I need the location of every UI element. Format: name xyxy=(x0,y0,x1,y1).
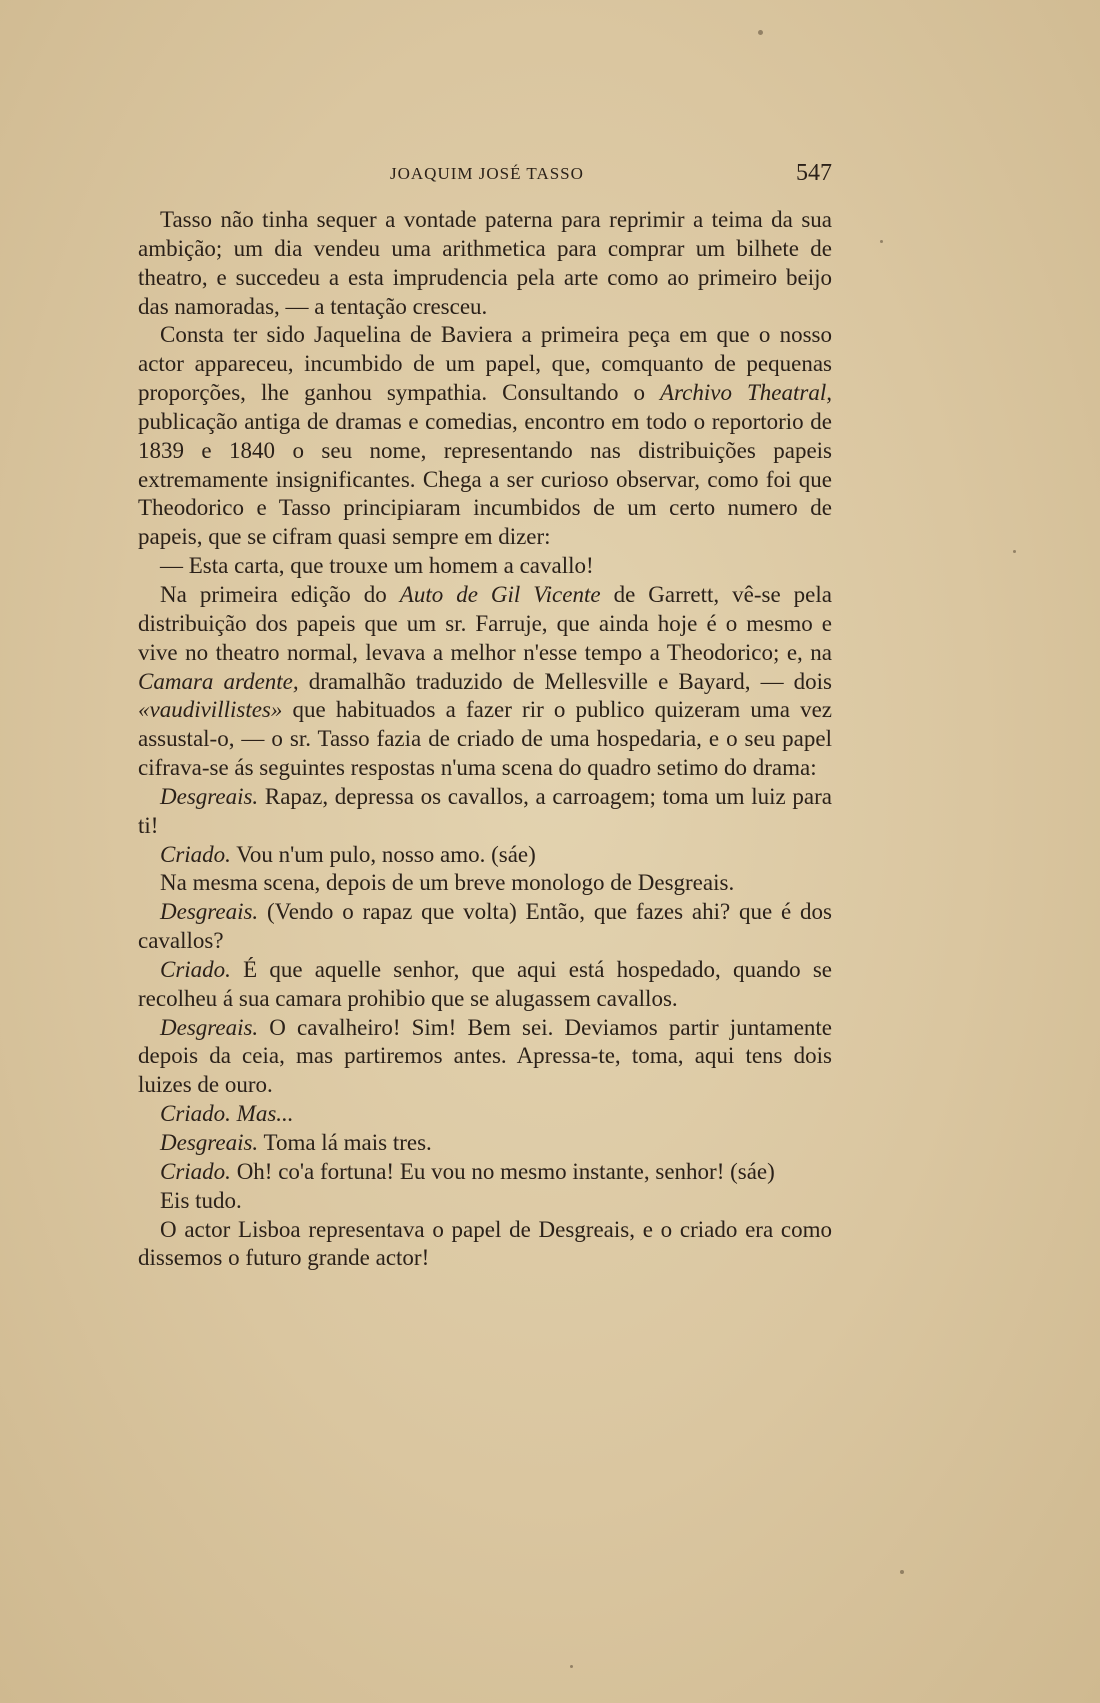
running-title: JOAQUIM JOSÉ TASSO xyxy=(390,164,584,183)
dialogue-line xyxy=(138,898,832,956)
title-archivo-theatral: Archivo Theatral, xyxy=(660,380,833,406)
dialogue-text: Rapaz, depressa os cavallos, a carroagem; toma um luiz para ti! xyxy=(138,783,832,838)
paragraph-1: Tasso não tinha sequer a vontade paterna para reprimir a teima da sua ambição; um dia vendeu uma arithmetica para comprar um bilhete de theatro, e succedeu a esta imprudencia pela arte como ao primeiro beijo das namoradas, — a tentação cresceu. xyxy=(138,207,832,319)
paragraph-4-part-g: que habituados a fazer rir o publico quizeram uma vez assustal-o, — o sr. Tasso fazia de criado de uma hospedaria, e o seu papel cifrava-se ás seguintes respostas n'uma scena do quadro setimo do drama: xyxy=(138,697,832,781)
final-paragraph: O actor Lisboa representava o papel de Desgreais, e o criado era como dissemos o futuro grande actor! xyxy=(138,1216,832,1271)
paper-speck xyxy=(880,240,883,243)
paper-speck xyxy=(758,30,763,35)
dialogue-text: (Vendo o rapaz que volta) Então, que fazes ahi? que é dos cavallos? xyxy=(138,899,832,954)
speaker-name: Criado. xyxy=(160,1158,231,1184)
paragraph-2-part-c: publicação antiga de dramas e comedias, encontro em todo o reportorio de 1839 e 1840 o seu nome, representando nas distribuições papeis extremamente insignificantes. Chega a ser curioso observar, como foi que Theodorico e Tasso principiaram incumbidos de um certo numero de papeis, que se cifram quasi sempre em dizer: xyxy=(138,408,832,550)
term-vaudivillistes: «vaudivillistes» xyxy=(138,697,283,723)
closing-line: Eis tudo. xyxy=(160,1187,242,1213)
paper-speck xyxy=(900,1570,904,1574)
paragraph-4-part-c: de Garrett, vê-se pela distribuição dos papeis que um sr. Farruje, que ainda hoje é o mesmo e vive no theatro normal, levava a melhor n'esse tempo a Theodorico; e, na xyxy=(138,581,832,665)
dialogue-line xyxy=(138,1129,832,1158)
paper-speck xyxy=(570,1665,573,1668)
speaker-name: Desgreais. xyxy=(160,899,259,925)
dialogue-text: Vou n'um pulo, nosso amo. (sáe) xyxy=(230,841,536,867)
paragraph-2-part-a: Consta ter sido Jaquelina de Baviera a primeira peça em que o nosso actor appareceu, incumbido de um papel, que, comquanto de pequenas proporções, lhe ganhou sympathia. Consultando o xyxy=(138,322,832,406)
paragraph-4 xyxy=(138,581,832,783)
dialogue-text: Oh! co'a fortuna! Eu vou no mesmo instante, senhor! (sáe) xyxy=(230,1158,775,1184)
speaker-name: Criado. Mas... xyxy=(160,1101,294,1127)
title-auto-gil-vicente: Auto de Gil Vicente xyxy=(399,581,601,607)
speaker-name: Criado. xyxy=(160,956,231,982)
dialogue-text: Toma lá mais tres. xyxy=(258,1130,432,1155)
paper-speck xyxy=(1013,550,1016,553)
paragraph-2 xyxy=(138,321,832,552)
dialogue-line xyxy=(138,841,832,870)
stage-note: Na mesma scena, depois de um breve monologo de Desgreais. xyxy=(160,870,735,896)
paragraph-4-part-e: dramalhão traduzido de Mellesville e Bayard, — dois xyxy=(298,668,832,694)
dialogue-line xyxy=(138,956,832,1014)
dialogue-text: O cavalheiro! Sim! Bem sei. Deviamos partir juntamente depois da ceia, mas partiremos antes. Apressa-te, toma, aqui tens dois luizes de ouro. xyxy=(138,1014,832,1098)
speaker-name: Desgreais. xyxy=(160,1014,259,1040)
quoted-line: — Esta carta, que trouxe um homem a cavallo! xyxy=(160,553,594,579)
speaker-name: Desgreais. xyxy=(160,783,259,809)
page-number: 547 xyxy=(796,160,832,186)
body-text xyxy=(138,206,832,1273)
paragraph-4-part-a: Na primeira edição do xyxy=(160,581,400,607)
running-head xyxy=(138,160,832,190)
speaker-name: Criado. xyxy=(160,841,231,867)
dialogue-line xyxy=(138,1100,832,1129)
dialogue-line xyxy=(138,1014,832,1101)
title-camara-ardente: Camara ardente, xyxy=(138,668,299,694)
dialogue-line xyxy=(138,1158,832,1187)
dialogue-line xyxy=(138,783,832,841)
speaker-name: Desgreais. xyxy=(160,1130,259,1155)
dialogue-text: É que aquelle senhor, que aqui está hospedado, quando se recolheu á sua camara prohibio que se alugassem cavallos. xyxy=(138,956,832,1011)
